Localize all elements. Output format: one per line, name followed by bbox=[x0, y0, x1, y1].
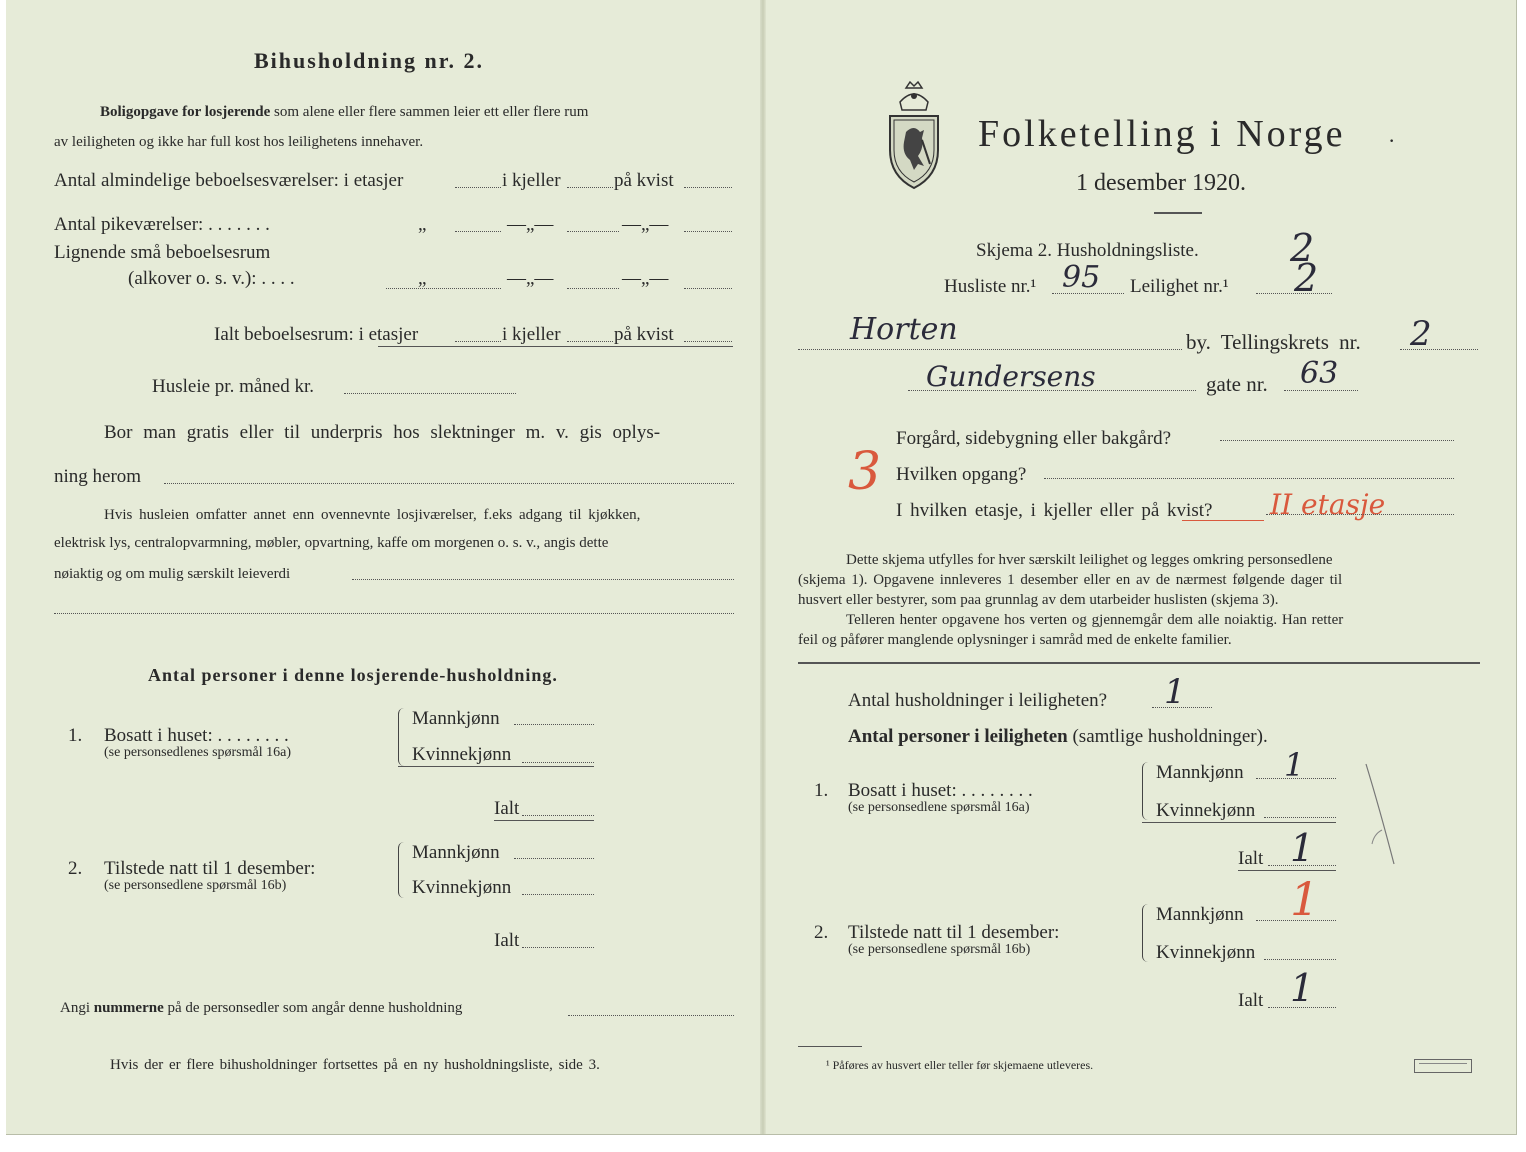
intro-line-2: av leiligheten og ikke har full kost hos leilighetens innehaver. bbox=[54, 134, 424, 150]
left-q1-brace bbox=[398, 708, 407, 766]
right-q1-mann-value: 1 bbox=[1284, 746, 1305, 784]
small-rooms-etasjer-field[interactable] bbox=[386, 288, 501, 289]
leilighet-label: Leilighet nr.¹ bbox=[1130, 276, 1229, 297]
rent-label: Husleie pr. måned kr. bbox=[152, 376, 314, 397]
rooms-label: Antal almindelige beboelsesværelser: i etasjer bbox=[54, 170, 404, 191]
note-line-1: Hvis husleien omfatter annet enn ovennevnte losjiværelser, f.eks adgang til kjøkken, bbox=[104, 507, 641, 523]
city-value: Horten bbox=[850, 312, 958, 347]
pencil-mark-icon bbox=[1360, 760, 1400, 870]
left-q1-sub: (se personsedlenes spørsmål 16a) bbox=[104, 745, 292, 760]
ialt-etasjer-field[interactable] bbox=[455, 341, 501, 342]
krets-value: 2 bbox=[1410, 314, 1432, 354]
right-q1-brace bbox=[1142, 762, 1151, 820]
right-q2-mann-field[interactable] bbox=[1256, 920, 1336, 921]
leieverdi-field-2[interactable] bbox=[54, 613, 734, 614]
info-line-1: Dette skjema utfylles for hver særskilt leilighet og legges omkring personsedlene bbox=[846, 552, 1333, 568]
left-q2-kvinne-label: Kvinnekjønn bbox=[412, 877, 512, 898]
hush-field[interactable] bbox=[1152, 707, 1212, 708]
left-q2-mann-field[interactable] bbox=[514, 858, 594, 859]
pike-kjeller-field[interactable] bbox=[567, 231, 619, 232]
left-q1-num: 1. bbox=[68, 725, 83, 746]
footnote-rule bbox=[798, 1046, 862, 1047]
angi-field[interactable] bbox=[568, 1015, 734, 1016]
right-q2-sub: (se personsedlene spørsmål 16b) bbox=[848, 942, 1031, 957]
schema-label: Skjema 2. Husholdningsliste. bbox=[976, 240, 1199, 261]
persons-bold: Antal personer i leiligheten bbox=[848, 726, 1068, 747]
right-q1-ialt-value: 1 bbox=[1290, 826, 1315, 870]
right-q1-kvinne-field[interactable] bbox=[1264, 817, 1336, 818]
right-q1-num: 1. bbox=[814, 780, 829, 801]
angi-pre: Angi bbox=[60, 1000, 90, 1016]
small-rooms-dash-1: —„— bbox=[507, 268, 554, 289]
angi-bold: nummerne bbox=[93, 1000, 164, 1016]
rooms-etasjer-field[interactable] bbox=[455, 187, 501, 188]
forgard-label: Forgård, sidebygning eller bakgård? bbox=[896, 428, 1172, 449]
right-q2-kvinne-label: Kvinnekjønn bbox=[1156, 942, 1256, 963]
right-q1-label: Bosatt i huset: . . . . . . . . bbox=[848, 780, 1033, 801]
right-q1-kvinne-label: Kvinnekjønn bbox=[1156, 800, 1256, 821]
small-rooms-label-2: (alkover o. s. v.): . . . . bbox=[128, 268, 295, 289]
left-q1-ialt-rule bbox=[494, 820, 594, 821]
pike-quote: „ bbox=[418, 214, 427, 235]
pike-kvist-field[interactable] bbox=[684, 231, 732, 232]
footnote: ¹ Påføres av husvert eller teller før skjemaene utleveres. bbox=[826, 1058, 1094, 1072]
husliste-label: Husliste nr.¹ bbox=[944, 276, 1037, 297]
info-line-4: Telleren henter opgavene hos verten og gjennemgår dem alle noiaktig. Han retter bbox=[846, 612, 1344, 628]
title-rule bbox=[1154, 212, 1202, 214]
pike-etasjer-field[interactable] bbox=[455, 231, 501, 232]
left-q2-ialt-label: Ialt bbox=[494, 930, 520, 951]
left-q1-mann-label: Mannkjønn bbox=[412, 708, 500, 729]
left-q2-brace bbox=[398, 842, 407, 898]
note-line-3: nøiaktig og om mulig særskilt leieverdi bbox=[54, 566, 291, 582]
left-footer: Hvis der er flere bihusholdninger fortsettes på en ny husholdningsliste, side 3. bbox=[110, 1057, 600, 1073]
rooms-kjeller-label: i kjeller bbox=[502, 170, 561, 191]
title-dot: · bbox=[1388, 128, 1396, 153]
pike-dash-1: —„— bbox=[507, 214, 554, 235]
by-label: by. Tellingskrets nr. bbox=[1186, 330, 1361, 354]
ialt-rooms-label: Ialt beboelsesrum: i etasjer bbox=[214, 324, 419, 345]
schema-hw: 2 bbox=[1290, 226, 1315, 270]
right-q2-ialt-field[interactable] bbox=[1268, 1007, 1336, 1008]
angi-line bbox=[60, 1000, 462, 1017]
gate-label: gate nr. bbox=[1206, 372, 1268, 396]
opgang-field[interactable] bbox=[1044, 478, 1454, 479]
hush-label: Antal husholdninger i leiligheten? bbox=[848, 690, 1108, 711]
hush-value: 1 bbox=[1164, 672, 1186, 712]
right-q1-mann-field[interactable] bbox=[1256, 778, 1336, 779]
gratis-field[interactable] bbox=[164, 483, 734, 484]
persons-rest: (samtlige husholdninger). bbox=[1072, 726, 1268, 747]
small-rooms-kjeller-field[interactable] bbox=[567, 288, 619, 289]
right-q2-mann-label: Mannkjønn bbox=[1156, 904, 1244, 925]
left-q1-kvinne-field[interactable] bbox=[522, 762, 594, 763]
right-q1-ialt-field[interactable] bbox=[1268, 865, 1336, 866]
husliste-field[interactable] bbox=[1052, 293, 1124, 294]
small-rooms-quote: „ bbox=[418, 268, 427, 289]
rooms-kvist-field[interactable] bbox=[684, 187, 732, 188]
info-rule bbox=[798, 662, 1480, 664]
right-persons-heading bbox=[848, 726, 1268, 748]
city-field[interactable] bbox=[798, 349, 1182, 350]
left-title: Bihusholdning nr. 2. bbox=[254, 48, 484, 73]
gratis-line-1: Bor man gratis eller til underpris hos slektninger m. v. gis oplys- bbox=[104, 422, 661, 443]
right-title: Folketelling i Norge bbox=[978, 113, 1346, 155]
info-line-3: husvert eller bestyrer, som paa grunnlag av dem utarbeider huslisten (skjema 3). bbox=[798, 592, 1279, 608]
left-q1-kvinne-label: Kvinnekjønn bbox=[412, 744, 512, 765]
right-q2-num: 2. bbox=[814, 922, 829, 943]
intro-rest: som alene eller flere sammen leier ett eller flere rum bbox=[274, 104, 589, 120]
right-q1-rule bbox=[1142, 822, 1336, 823]
right-q2-kvinne-field[interactable] bbox=[1264, 959, 1336, 960]
left-q2-num: 2. bbox=[68, 858, 83, 879]
note-line-2: elektrisk lys, centralopvarmning, møbler, opvartning, kaffe om morgenen o. s. v., angis dette bbox=[54, 535, 609, 551]
pike-dash-2: —„— bbox=[622, 214, 669, 235]
ialt-kjeller-label: i kjeller bbox=[502, 324, 561, 345]
right-q2-brace bbox=[1142, 904, 1151, 962]
left-q1-rule bbox=[398, 766, 594, 767]
rooms-kjeller-field[interactable] bbox=[567, 187, 613, 188]
ialt-rule bbox=[378, 346, 733, 347]
right-q2-ialt-value: 1 bbox=[1290, 966, 1315, 1010]
left-q1-ialt-field[interactable] bbox=[522, 815, 594, 816]
small-rooms-dash-2: —„— bbox=[622, 268, 669, 289]
coat-of-arms-icon bbox=[884, 80, 944, 192]
gratis-line-2: ning herom bbox=[54, 466, 142, 487]
left-q1-ialt-label: Ialt bbox=[494, 798, 520, 819]
left-q2-ialt-field[interactable] bbox=[522, 947, 594, 948]
opgang-label: Hvilken opgang? bbox=[896, 464, 1027, 485]
left-q2-kvinne-field[interactable] bbox=[522, 894, 594, 895]
left-q1-mann-field[interactable] bbox=[514, 724, 594, 725]
small-rooms-kvist-field[interactable] bbox=[684, 288, 732, 289]
small-rooms-label-1: Lignende små beboelsesrum bbox=[54, 242, 271, 263]
right-q2-label: Tilstede natt til 1 desember: bbox=[848, 922, 1060, 943]
street-field[interactable] bbox=[908, 390, 1196, 391]
ialt-kjeller-field[interactable] bbox=[567, 341, 613, 342]
intro-bold: Boligopgave for losjerende bbox=[100, 104, 271, 120]
right-q1-sub: (se personsedlene spørsmål 16a) bbox=[848, 800, 1030, 815]
ialt-kvist-label: på kvist bbox=[614, 324, 674, 345]
printer-stamp bbox=[1414, 1059, 1472, 1073]
street-value: Gundersens bbox=[926, 360, 1096, 393]
left-q2-sub: (se personsedlene spørsmål 16b) bbox=[104, 878, 287, 893]
rooms-kvist-label: på kvist bbox=[614, 170, 674, 191]
etasje-value: II etasje bbox=[1270, 488, 1386, 521]
census-date: 1 desember 1920. bbox=[1076, 170, 1246, 196]
pike-label: Antal pikeværelser: . . . . . . . bbox=[54, 214, 270, 235]
forgard-field[interactable] bbox=[1220, 440, 1454, 441]
page-fold bbox=[760, 0, 766, 1134]
right-q1-ialt-label: Ialt bbox=[1238, 848, 1264, 869]
gate-value: 63 bbox=[1300, 356, 1339, 391]
angi-rest: på de personsedler som angår denne husholdning bbox=[167, 1000, 463, 1016]
leilighet-field[interactable] bbox=[1256, 293, 1332, 294]
intro-line-1 bbox=[100, 104, 588, 121]
info-line-5: feil og påfører manglende oplysninger i samråd med de enkelte familier. bbox=[798, 632, 1232, 648]
rent-field[interactable] bbox=[344, 393, 516, 394]
left-q2-mann-label: Mannkjønn bbox=[412, 842, 500, 863]
right-q1-mann-label: Mannkjønn bbox=[1156, 762, 1244, 783]
left-q2-label: Tilstede natt til 1 desember: bbox=[104, 858, 316, 879]
info-line-2: (skjema 1). Opgavene innleveres 1 desember eller en av de nærmest følgende dager til bbox=[798, 572, 1343, 588]
leilighet-value: 2 bbox=[1294, 256, 1319, 300]
left-q1-label: Bosatt i huset: . . . . . . . . bbox=[104, 725, 289, 746]
ialt-kvist-field[interactable] bbox=[684, 341, 732, 342]
etasje-underline bbox=[1182, 520, 1264, 521]
krets-field[interactable] bbox=[1400, 349, 1478, 350]
right-q2-ialt-label: Ialt bbox=[1238, 990, 1264, 1011]
leieverdi-field[interactable] bbox=[352, 579, 734, 580]
husliste-value: 95 bbox=[1062, 260, 1101, 295]
gate-field[interactable] bbox=[1284, 390, 1358, 391]
etasje-label: I hvilken etasje, i kjeller eller på kvist? bbox=[896, 500, 1213, 521]
left-persons-heading: Antal personer i denne losjerende-husholdning. bbox=[148, 665, 558, 685]
right-q1-ialt-rule bbox=[1238, 870, 1336, 871]
right-q2-mann-value: 1 bbox=[1290, 872, 1320, 926]
etasje-field[interactable] bbox=[1266, 514, 1454, 515]
opgang-mark: 3 bbox=[848, 442, 882, 502]
